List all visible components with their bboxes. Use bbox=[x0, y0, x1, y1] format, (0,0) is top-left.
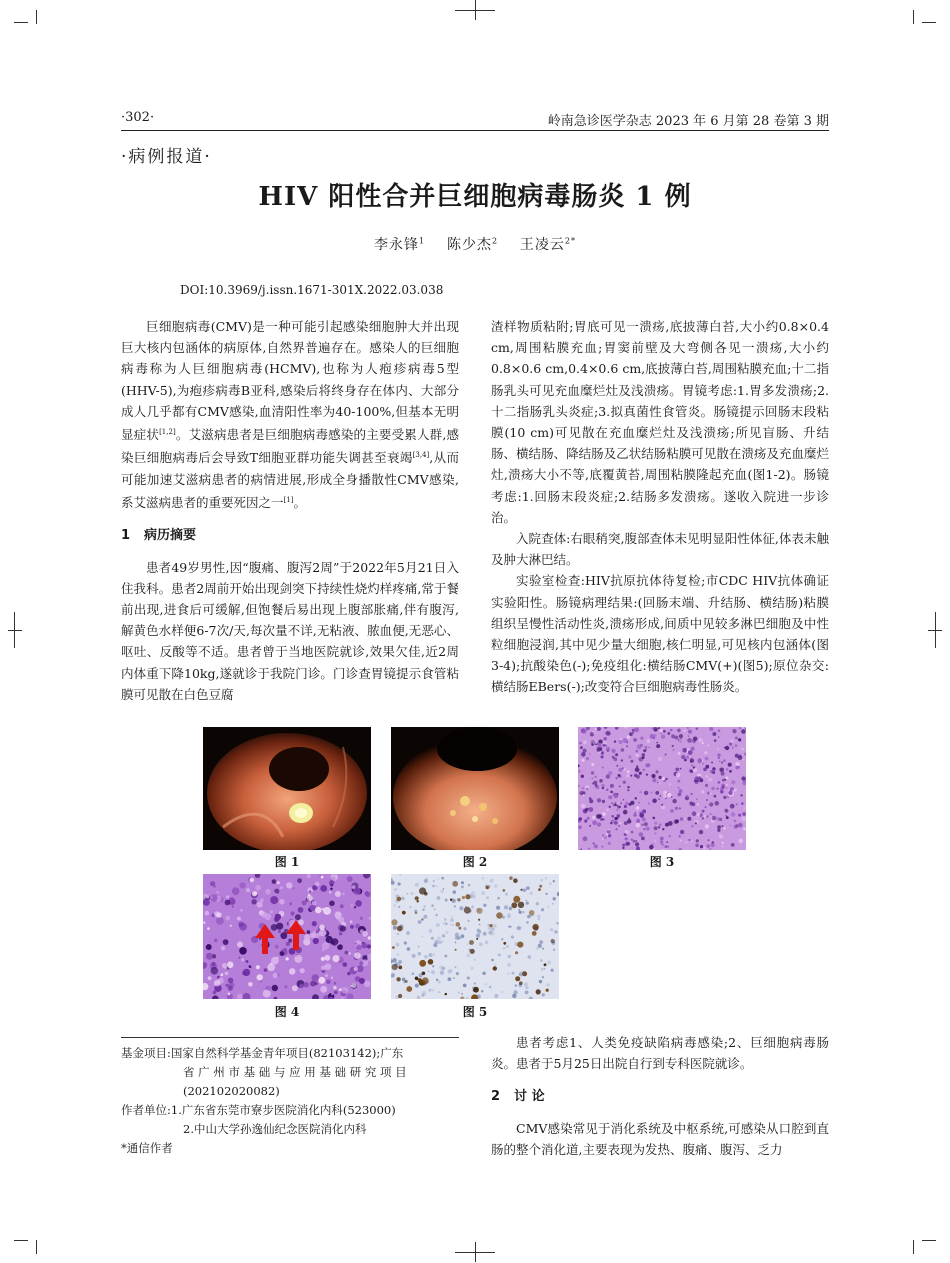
lab-paragraph: 实验室检查:HIV抗原抗体待复检;市CDC HIV抗体确证实验阳性。肠镜病理结果:(回肠末端、升结肠、横结肠)粘膜组织呈慢性活动性炎,溃疡形成,间质中见较多淋巴细胞及中性粒细胞浸润,其中见少量大细胞,核仁明显,可见核内包涵体(图3-4);抗酸染色(-);免疫组化:横结肠CMV(+)(图5);原位杂交:横结肠EBers(-);改变符合巨细胞病毒性肠炎。 bbox=[491, 573, 829, 695]
author-name: 王凌云 bbox=[519, 237, 565, 253]
discussion-heading: 2 讨 论 bbox=[491, 1089, 545, 1105]
footnotes bbox=[121, 1044, 461, 1158]
funding-note-cont: 省 广 州 市 基 础 与 应 用 基 础 研 究 项 目 bbox=[183, 1065, 407, 1079]
funding-note: 基金项目:国家自然科学基金青年项目(82103142);广东 bbox=[121, 1046, 404, 1060]
figure-3-caption: 图 3 bbox=[649, 855, 675, 869]
author-name: 李永锋 bbox=[374, 237, 420, 253]
doi: DOI:10.3969/j.issn.1671-301X.2022.03.038 bbox=[180, 283, 444, 297]
left-column bbox=[121, 316, 459, 705]
author-affiliation-mark: 1 bbox=[419, 236, 426, 246]
section-heading: 1 病历摘要 bbox=[121, 528, 197, 544]
figure-5-immunohistochemistry bbox=[391, 874, 559, 999]
article-title: HIV 阳性合并巨细胞病毒肠炎 1 例 bbox=[258, 182, 692, 212]
citation: [1,2] bbox=[159, 428, 176, 437]
citation: [3,4] bbox=[412, 451, 430, 460]
figure-5-caption: 图 5 bbox=[462, 1005, 488, 1019]
discussion-paragraph: CMV感染常见于消化系统及中枢系统,可感染从口腔到直肠的整个消化道,主要表现为发热、腹痛、腹泻、乏力 bbox=[491, 1120, 829, 1157]
figure-4-histology bbox=[203, 874, 371, 999]
figure-2-endoscopy bbox=[391, 727, 559, 850]
figure-4-caption: 图 4 bbox=[274, 1005, 300, 1019]
figure-1-caption: 图 1 bbox=[274, 855, 300, 869]
bottom-right-column bbox=[491, 1032, 829, 1160]
section-label: ·病例报道· bbox=[121, 147, 212, 167]
physical-exam-paragraph: 入院查体:右眼稍突,腹部查体未见明显阳性体征,体表未触及肿大淋巴结。 bbox=[491, 531, 829, 568]
figure-3-histology bbox=[578, 727, 746, 850]
citation: [1] bbox=[283, 495, 294, 504]
conclusion-paragraph: 患者考虑1、人类免疫缺陷病毒感染;2、巨细胞病毒肠炎。患者于5月25日出院自行到专科医院就诊。 bbox=[491, 1035, 829, 1072]
author-list bbox=[0, 234, 950, 254]
exam-paragraph: 渣样物质粘附;胃底可见一溃疡,底披薄白苔,大小约0.8×0.4 cm,周围粘膜充血;胃窦前壁及大弯侧各见一溃疡,大小约0.8×0.6 cm,0.4×0.6 cm,底披薄白苔,周围粘膜充血;十二指肠乳头可见充血糜烂灶及浅溃疡。胃镜考虑:1.胃多发溃疡;2.十二指肠乳头炎症;3.拟真菌性食管炎。肠镜提示回肠末段粘膜(10 cm)可见散在充血糜烂灶及浅溃疡;所见盲肠、升结肠、横结肠、降结肠及乙状结肠粘膜可见散在溃疡及充血糜烂灶,溃疡大小不等,底覆黄苔,周围粘膜隆起充血(图1-2)。肠镜考虑:1.回肠末段炎症;2.结肠多发溃疡。遂收入院进一步诊治。 bbox=[491, 319, 829, 525]
author-name: 陈少杰 bbox=[446, 237, 492, 253]
intro-paragraph: 巨细胞病毒(CMV)是一种可能引起感染细胞肿大并出现巨大核内包涵体的病原体,自然界普遍存在。感染人的巨细胞病毒称为人巨细胞病毒(HCMV),也称为人疱疹病毒5型(HHV-5),为疱疹病毒B亚科,感染后将终身存在体内、大部分成人几乎都有CMV感染,血清阳性率为40-100%,但基本无明显症状[1,2]。艾滋病患者是巨细胞病毒感染的主要受累人群,感染巨细胞病毒后会导致T细胞亚群功能失调甚至衰竭[3,4],从而可能加速艾滋病患者的病情进展,形成全身播散性CMV感染,系艾滋病患者的重要死因之一[1]。 bbox=[121, 319, 459, 511]
figure-1-endoscopy bbox=[203, 727, 371, 850]
affiliation-note-cont: 2.中山大学孙逸仙纪念医院消化内科 bbox=[183, 1122, 367, 1136]
journal-info: 岭南急诊医学杂志 2023 年 6 月第 28 卷第 3 期 bbox=[547, 114, 829, 129]
footnote-rule bbox=[121, 1037, 459, 1038]
page-number: ·302· bbox=[121, 110, 155, 125]
corresponding-note: *通信作者 bbox=[121, 1141, 173, 1155]
affiliation-note: 作者单位:1.广东省东莞市寮步医院消化内科(523000) bbox=[121, 1103, 396, 1117]
history-paragraph: 患者49岁男性,因“腹痛、腹泻2周”于2022年5月21日入住我科。患者2周前开始出现剑突下持续性烧灼样疼痛,常于餐前出现,进食后可缓解,但饱餐后易出现上腹部胀痛,伴有腹泻,解黄色水样便6-7次/天,每次量不详,无粘液、脓血便,无恶心、呕吐、反酸等不适。患者曾于当地医院就诊,效果欠佳,近2周内体重下降10kg,遂就诊于我院门诊。门诊查胃镜提示食管粘膜可见散在白色豆腐 bbox=[121, 559, 459, 702]
author-affiliation-mark: 2* bbox=[564, 236, 576, 246]
funding-note-cont: (202102020082) bbox=[183, 1084, 280, 1098]
author-affiliation-mark: 2 bbox=[491, 236, 499, 246]
figure-2-caption: 图 2 bbox=[462, 855, 488, 869]
header-rule bbox=[121, 130, 829, 131]
right-column bbox=[491, 316, 829, 698]
